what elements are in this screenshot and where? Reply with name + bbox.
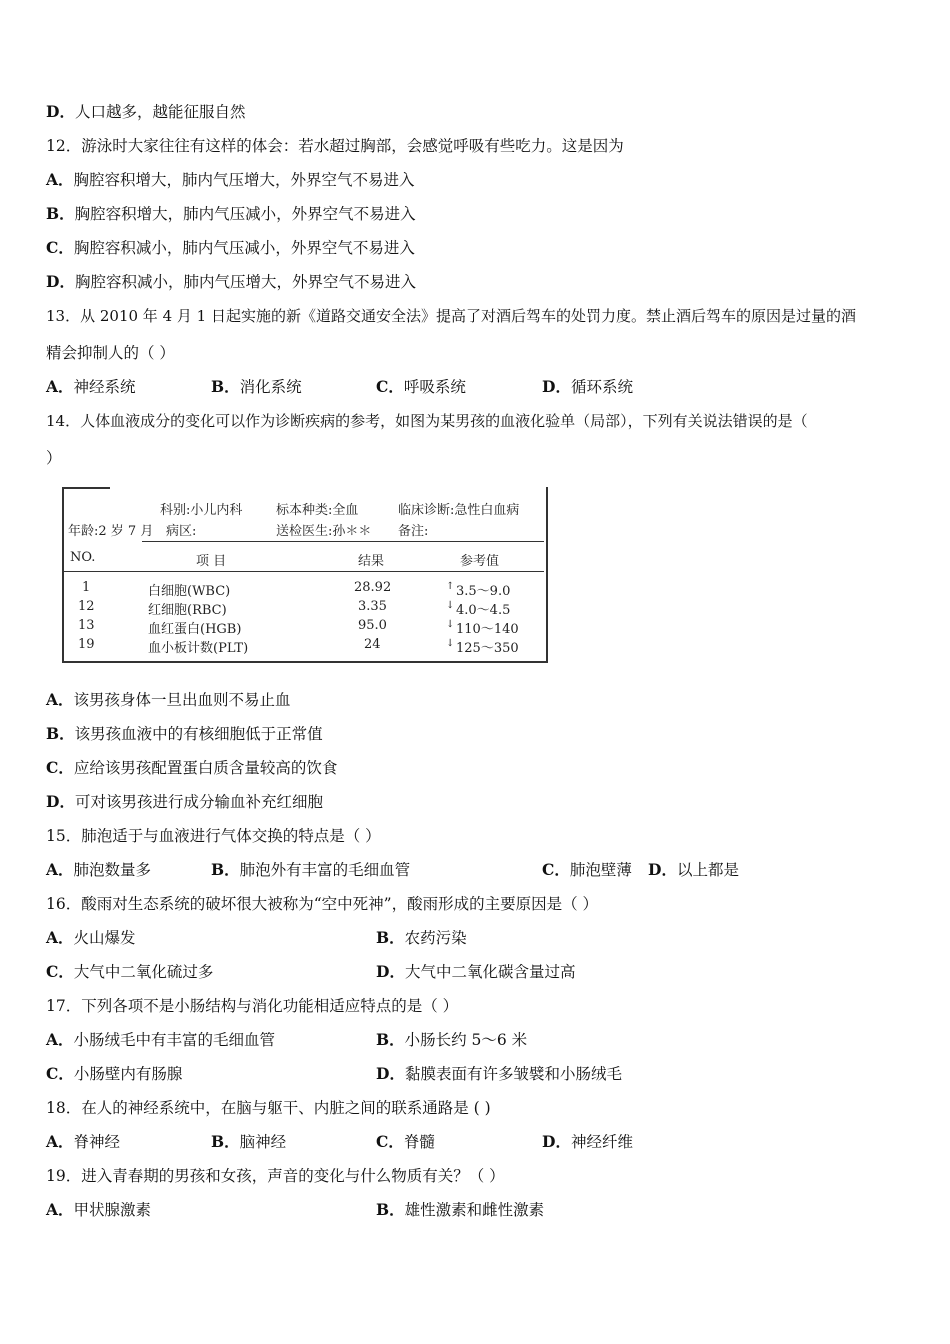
option-label: A． [46, 860, 74, 879]
option-label: B． [376, 1200, 405, 1219]
option-text: 该男孩血液中的有核细胞低于正常值 [74, 725, 323, 743]
report-top-line [62, 487, 110, 489]
option-label: C． [46, 238, 74, 257]
option-text: 胸腔容积减小，肺内气压增大，外界空气不易进入 [74, 273, 416, 291]
option-label: A． [46, 1132, 74, 1151]
option-text: 大气中二氧化硫过多 [73, 963, 214, 981]
q15-option-b [211, 860, 410, 880]
report-row-ref: 3.5～9.0 [456, 584, 511, 599]
q12-option-a [46, 170, 415, 190]
q14-stem-line1: 14．人体血液成分的变化可以作为诊断疾病的参考，如图为某男孩的血液化验单（局部），下列有关说法错误的是（ [46, 412, 808, 430]
option-label: C． [376, 1132, 404, 1151]
report-ward: 病区: [166, 524, 197, 539]
report-row-result: 24 [364, 637, 381, 652]
option-text: 大气中二氧化碳含量过高 [404, 963, 576, 981]
report-age: 年龄:2 岁 7 月 [68, 524, 154, 539]
option-text: 神经纤维 [570, 1133, 633, 1151]
option-label: A． [46, 170, 74, 189]
option-text: 应给该男孩配置蛋白质含量较高的饮食 [73, 759, 338, 777]
option-text: 人口越多，越能征服自然 [74, 103, 246, 121]
report-divider [62, 571, 544, 572]
report-row-no: 13 [78, 618, 95, 633]
report-row-no: 12 [78, 599, 95, 614]
q19-stem: 19．进入青春期的男孩和女孩，声音的变化与什么物质有关？（ ） [46, 1167, 505, 1185]
q13-stem-line2: 精会抑制人的（ ） [46, 344, 175, 362]
report-header-result: 结果 [358, 554, 385, 569]
option-text: 脊髓 [403, 1133, 435, 1151]
option-label: D． [542, 377, 571, 396]
option-text: 消化系统 [239, 378, 302, 396]
report-header-ref: 参考值 [460, 554, 500, 569]
option-text: 肺泡数量多 [73, 861, 152, 879]
option-text: 循环系统 [570, 378, 633, 396]
report-header-item: 项 目 [196, 554, 227, 569]
option-text: 小肠长约 5～6 米 [404, 1031, 528, 1049]
q16-stem: 16．酸雨对生态系统的破坏很大被称为“空中死神”，酸雨形成的主要原因是（ ） [46, 895, 599, 913]
option-label: D． [542, 1132, 571, 1151]
option-label: C． [46, 962, 74, 981]
q13-option-b [211, 377, 302, 397]
option-text: 黏膜表面有许多皱襞和小肠绒毛 [404, 1065, 622, 1083]
arrow-down-icon: ↓ [446, 619, 455, 630]
q14-option-a [46, 690, 291, 710]
q13-option-a [46, 377, 136, 397]
option-label: B． [376, 1030, 405, 1049]
q16-option-b [376, 928, 467, 948]
option-text: 胸腔容积减小，肺内气压减小，外界空气不易进入 [73, 239, 415, 257]
option-text: 甲状腺激素 [73, 1201, 152, 1219]
report-divider [142, 541, 544, 542]
q13-option-d [542, 377, 633, 397]
q18-option-a [46, 1132, 120, 1152]
option-label: B． [46, 724, 75, 743]
report-row-result: 28.92 [354, 580, 392, 595]
q16-option-a [46, 928, 136, 948]
option-text: 脊神经 [73, 1133, 121, 1151]
option-label: A． [46, 690, 74, 709]
option-text: 肺泡壁薄 [569, 861, 632, 879]
q17-stem: 17．下列各项不是小肠结构与消化功能相适应特点的是（ ） [46, 997, 459, 1015]
option-text: 小肠绒毛中有丰富的毛细血管 [73, 1031, 276, 1049]
q12-option-b [46, 204, 416, 224]
report-row-item: 血小板计数(PLT) [148, 641, 249, 656]
q14-stem-line2: ） [46, 449, 62, 467]
q12-option-c [46, 238, 415, 258]
q19-option-b [376, 1200, 544, 1220]
q15-option-d [648, 860, 739, 880]
blood-test-report [62, 487, 546, 663]
q15-option-c [542, 860, 632, 880]
q14-option-c [46, 758, 337, 778]
q16-option-c [46, 962, 213, 982]
report-row-ref: 110～140 [456, 622, 519, 637]
option-text: 呼吸系统 [403, 378, 466, 396]
q15-option-a [46, 860, 151, 880]
option-text: 小肠壁内有肠腺 [73, 1065, 183, 1083]
report-note: 备注: [398, 524, 429, 539]
option-text: 该男孩身体一旦出血则不易止血 [73, 691, 291, 709]
q17-option-a [46, 1030, 275, 1050]
option-label: D． [376, 962, 405, 981]
q18-option-b [211, 1132, 286, 1152]
q11-option-d [46, 102, 245, 122]
report-doctor: 送检医生:孙＊＊ [276, 524, 372, 539]
option-text: 脑神经 [239, 1133, 287, 1151]
option-text: 肺泡外有丰富的毛细血管 [239, 861, 411, 879]
option-text: 农药污染 [404, 929, 467, 947]
report-row-result: 3.35 [358, 599, 387, 614]
option-label: B． [211, 860, 240, 879]
option-text: 雄性激素和雌性激素 [404, 1201, 545, 1219]
report-row-item: 白细胞(WBC) [148, 584, 231, 599]
option-text: 胸腔容积增大，肺内气压减小，外界空气不易进入 [74, 205, 416, 223]
option-text: 以上都是 [676, 861, 739, 879]
report-row-no: 19 [78, 637, 95, 652]
report-row-item: 红细胞(RBC) [148, 603, 227, 618]
option-text: 胸腔容积增大，肺内气压增大，外界空气不易进入 [73, 171, 415, 189]
q12-stem: 12．游泳时大家往往有这样的体会：若水超过胸部，会感觉呼吸有些吃力。这是因为 [46, 137, 624, 155]
option-label: C． [46, 1064, 74, 1083]
option-label: B． [211, 377, 240, 396]
q18-option-c [376, 1132, 435, 1152]
option-label: D． [46, 102, 75, 121]
option-label: D． [46, 272, 75, 291]
report-row-item: 血红蛋白(HGB) [148, 622, 242, 637]
q17-option-b [376, 1030, 527, 1050]
option-label: D． [46, 792, 75, 811]
q12-option-d [46, 272, 416, 292]
option-text: 可对该男孩进行成分输血补充红细胞 [74, 793, 323, 811]
option-label: C． [46, 758, 74, 777]
option-label: D． [648, 860, 677, 879]
q15-stem: 15．肺泡适于与血液进行气体交换的特点是（ ） [46, 827, 381, 845]
q17-option-c [46, 1064, 182, 1084]
q14-option-b [46, 724, 323, 744]
option-text: 火山爆发 [73, 929, 136, 947]
report-row-ref: 4.0～4.5 [456, 603, 511, 618]
option-label: A． [46, 1200, 74, 1219]
arrow-down-icon: ↓ [446, 638, 455, 649]
q14-option-d [46, 792, 323, 812]
report-dept: 科别:小儿内科 [160, 503, 243, 518]
arrow-down-icon: ↓ [446, 600, 455, 611]
report-header-no: NO. [70, 550, 96, 565]
q18-stem: 18．在人的神经系统中，在脑与躯干、内脏之间的联系通路是 ( ) [46, 1099, 491, 1117]
report-diagnosis: 临床诊断:急性白血病 [398, 503, 520, 518]
q17-option-d [376, 1064, 622, 1084]
report-row-ref: 125～350 [456, 641, 519, 656]
report-sample: 标本种类:全血 [276, 503, 359, 518]
report-row-result: 95.0 [358, 618, 387, 633]
q19-option-a [46, 1200, 151, 1220]
q13-stem-line1: 13．从 2010 年 4 月 1 日起实施的新《道路交通安全法》提高了对酒后驾车的处罚力度。禁止酒后驾车的原因是过量的酒 [46, 307, 856, 325]
q13-option-c [376, 377, 466, 397]
option-label: A． [46, 1030, 74, 1049]
report-row-no: 1 [82, 580, 91, 595]
option-label: C． [376, 377, 404, 396]
arrow-up-icon: ↑ [446, 581, 455, 592]
option-label: A． [46, 377, 74, 396]
option-label: D． [376, 1064, 405, 1083]
option-label: B． [46, 204, 75, 223]
q18-option-d [542, 1132, 633, 1152]
q16-option-d [376, 962, 575, 982]
option-label: C． [542, 860, 570, 879]
option-label: A． [46, 928, 74, 947]
option-label: B． [376, 928, 405, 947]
option-text: 神经系统 [73, 378, 136, 396]
option-label: B． [211, 1132, 240, 1151]
